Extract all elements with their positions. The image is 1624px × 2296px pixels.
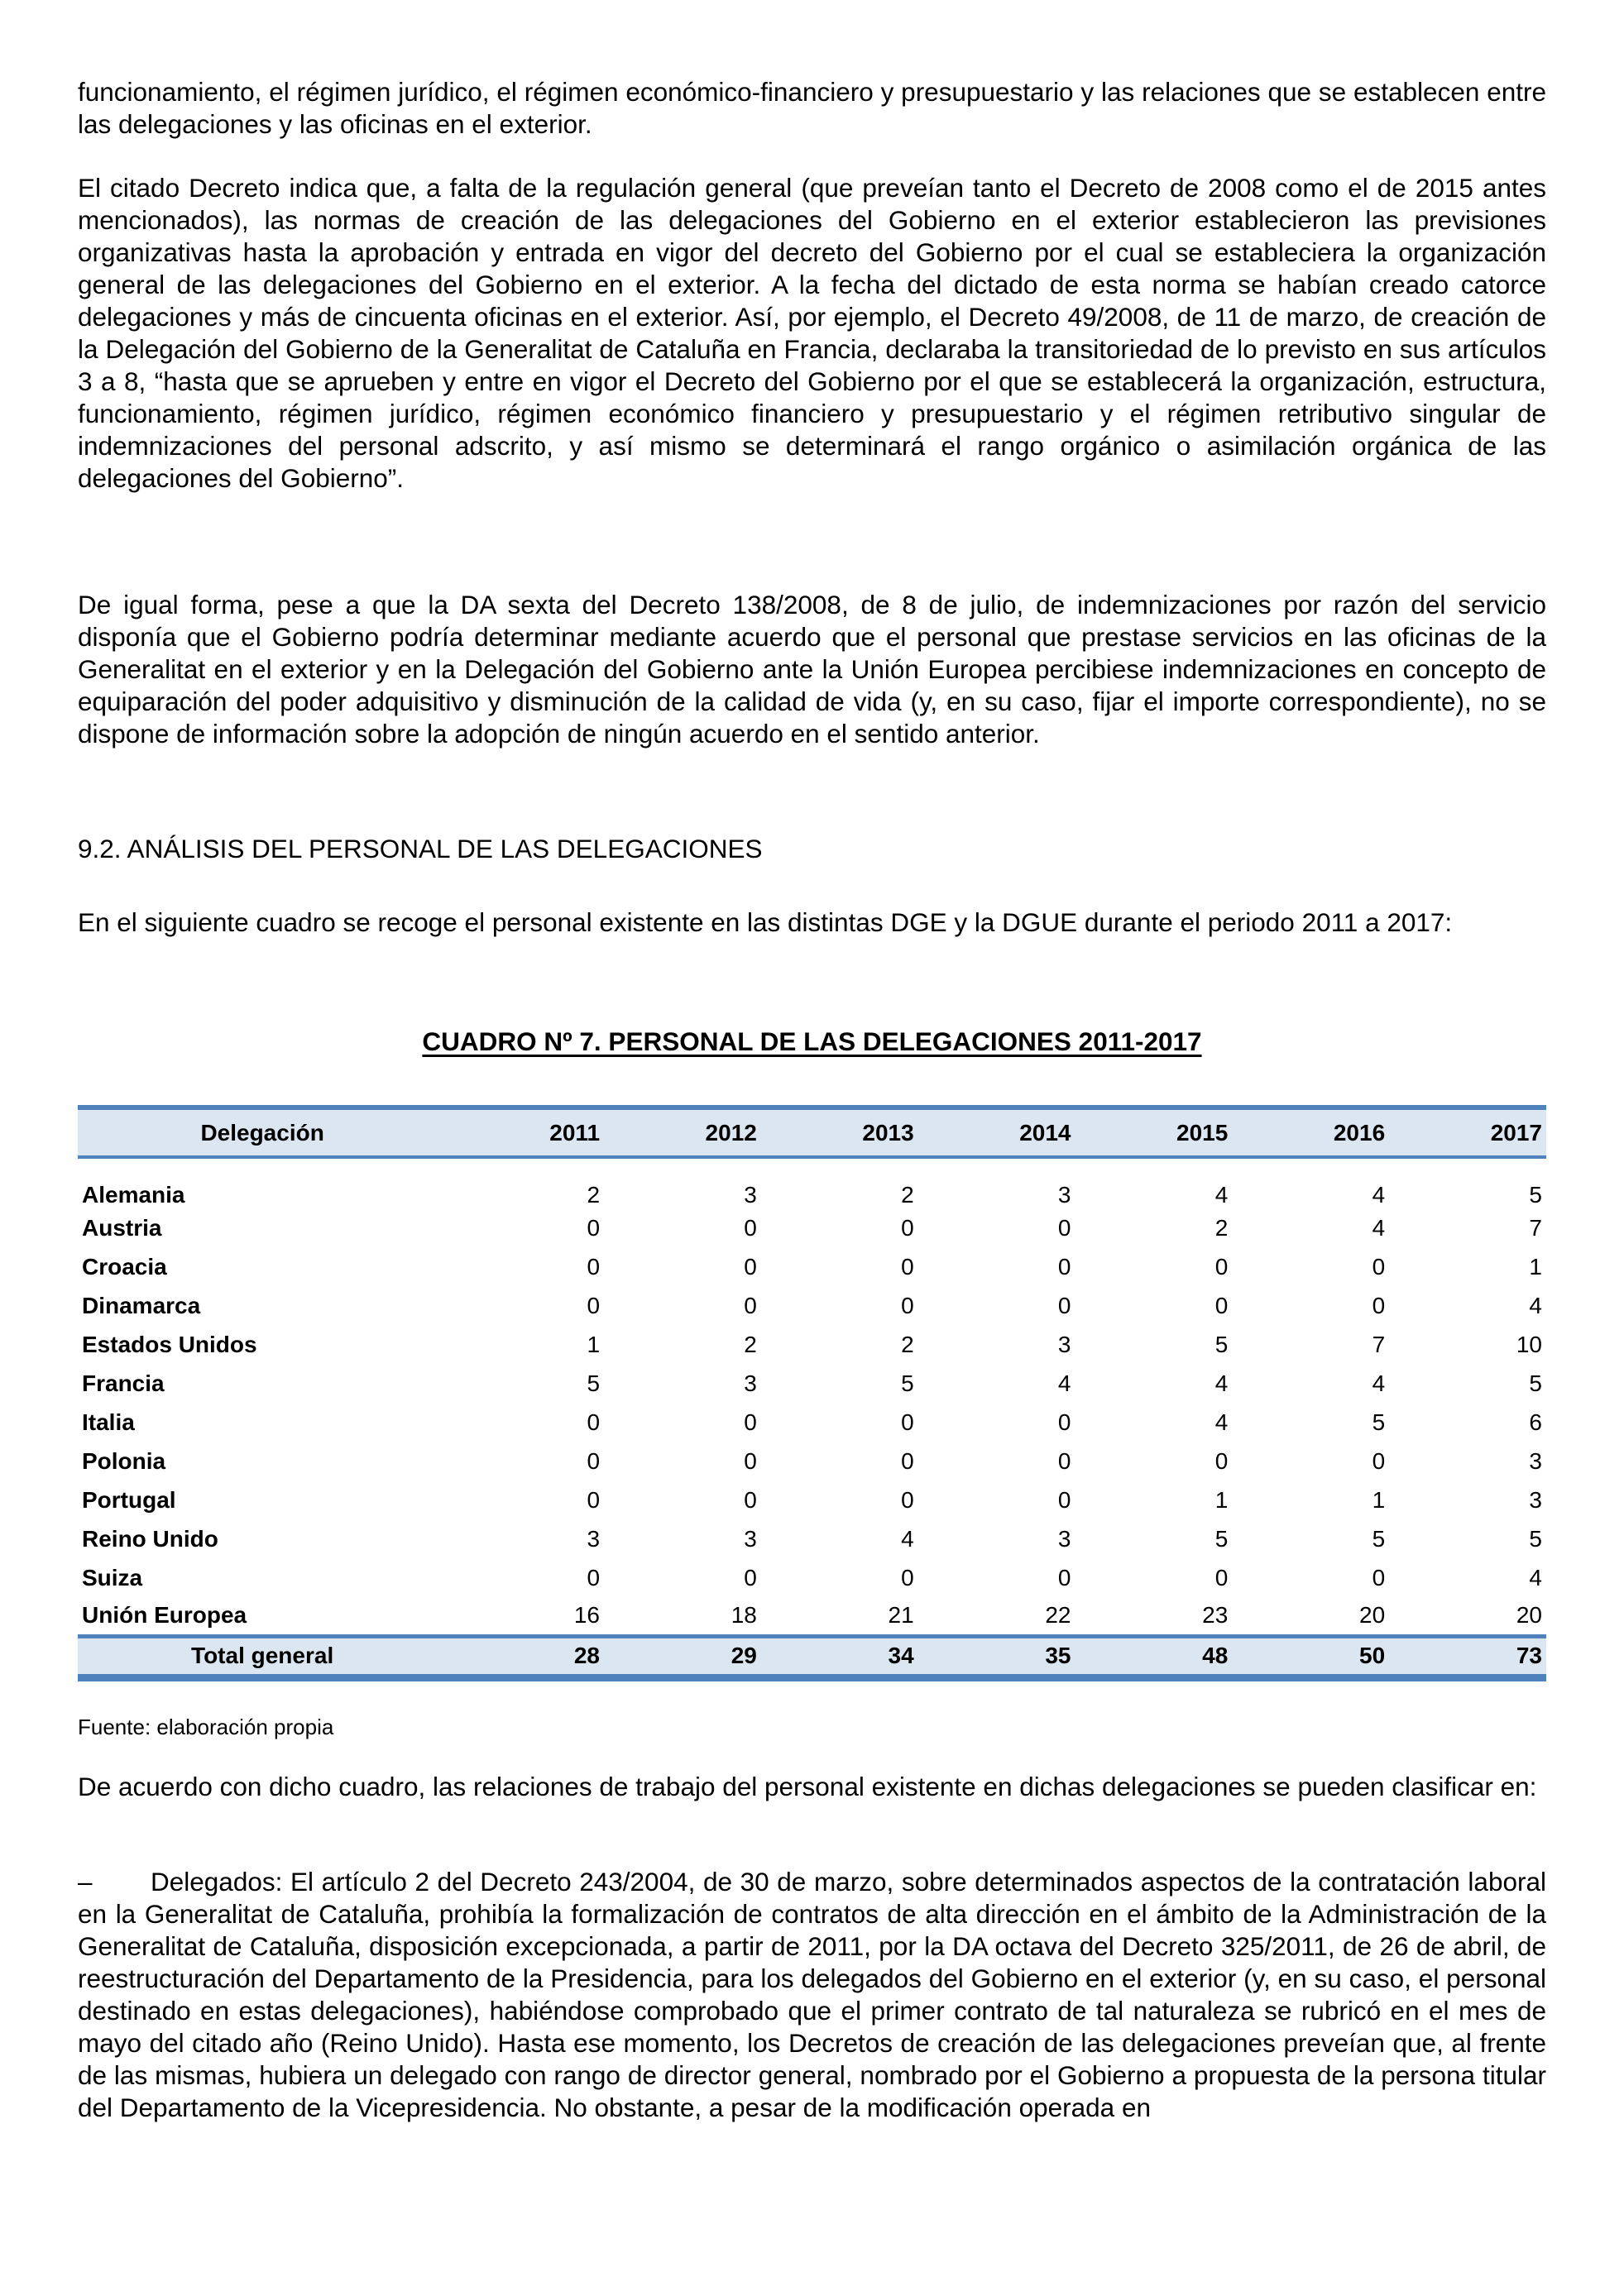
section-heading: 9.2. ANÁLISIS DEL PERSONAL DE LAS DELEGACIONES (78, 834, 763, 863)
table-source-note: Fuente: elaboración propia (78, 1715, 334, 1739)
paragraph-intro: funcionamiento, el régimen jurídico, el régimen económico-financiero y presupuestario y las relaciones que se establecen entre las delegaciones y las oficinas en el exterior. (78, 77, 1546, 139)
row-value-2012: 18 (731, 1602, 757, 1629)
row-value-2014: 0 (1057, 1564, 1071, 1590)
row-value-2015: 0 (1214, 1447, 1229, 1474)
row-value-2011: 0 (587, 1253, 601, 1280)
row-value-2017: 3 (1529, 1447, 1542, 1474)
row-value-2015: 4 (1214, 1409, 1229, 1435)
row-value-2013: 5 (901, 1370, 914, 1396)
row-value-2017: 4 (1529, 1564, 1542, 1590)
row-delegation-name: Alemania (82, 1182, 185, 1208)
bullet-delegados (78, 1866, 1546, 2124)
row-value-2012: 0 (744, 1564, 757, 1590)
header-2016: 2016 (1232, 1107, 1389, 1157)
paragraph-indemnizaciones: De igual forma, pese a que la DA sexta del Decreto 138/2008, de 8 de julio, de indemnizaciones por razón del servicio disponía que el Gobierno podría determinar mediante acuerdo que el personal que prestase servicios en las oficinas de la Generalitat en el exterior y en la Delegación del Gobierno ante la Unión Europea percibiese indemnizaciones en concepto de equiparación del poder adquisitivo y disminución de la calidad de vida (y, en su caso, fijar el importe correspondiente), no se dispone de información sobre la adopción de ningún acuerdo en el sentido anterior. (78, 590, 1546, 749)
row-value-2013: 0 (901, 1292, 914, 1318)
row-delegation-name: Italia (82, 1409, 135, 1435)
row-value-2012: 0 (744, 1486, 757, 1513)
row-delegation-name: Dinamarca (82, 1292, 201, 1318)
table-total-row (78, 1636, 1546, 1677)
row-value-2014: 0 (1057, 1214, 1071, 1241)
row-value-2014: 0 (1057, 1292, 1071, 1318)
row-value-2017: 4 (1529, 1292, 1542, 1318)
row-value-2011: 0 (587, 1409, 601, 1435)
row-value-2017: 3 (1529, 1486, 1542, 1513)
row-value-2017: 20 (1516, 1602, 1542, 1629)
row-value-2015: 0 (1214, 1564, 1229, 1590)
row-value-2011: 1 (587, 1331, 601, 1357)
row-value-2011: 0 (587, 1214, 601, 1241)
header-2015: 2015 (1075, 1107, 1233, 1157)
total-2016: 50 (1232, 1636, 1389, 1677)
row-value-2013: 4 (901, 1525, 914, 1552)
row-delegation-name: Francia (82, 1370, 165, 1396)
row-value-2015: 0 (1214, 1292, 1229, 1318)
row-value-2015: 4 (1214, 1182, 1229, 1208)
paragraph-table-intro: En el siguiente cuadro se recoge el personal existente en las distintas DGE y la DGUE durante el periodo 2011 a 2017: (78, 907, 1453, 937)
row-value-2014: 4 (1057, 1370, 1071, 1396)
row-value-2016: 0 (1372, 1447, 1386, 1474)
row-value-2016: 0 (1372, 1292, 1386, 1318)
row-delegation-name: Estados Unidos (82, 1331, 257, 1357)
row-value-2016: 0 (1372, 1253, 1386, 1280)
header-2017: 2017 (1389, 1107, 1546, 1157)
row-value-2012: 2 (744, 1331, 757, 1357)
table-title: CUADRO Nº 7. PERSONAL DE LAS DELEGACIONES 2011-2017 (422, 1026, 1202, 1056)
row-delegation-name: Croacia (82, 1253, 167, 1280)
row-value-2016: 1 (1372, 1486, 1386, 1513)
row-delegation-name: Portugal (82, 1486, 176, 1513)
row-value-2011: 2 (587, 1182, 601, 1208)
row-value-2012: 3 (744, 1525, 757, 1552)
table-row (78, 1519, 1546, 1558)
row-value-2016: 4 (1372, 1214, 1386, 1241)
header-2013: 2013 (761, 1107, 918, 1157)
row-value-2014: 3 (1057, 1525, 1071, 1552)
row-value-2015: 23 (1202, 1602, 1229, 1629)
row-value-2011: 0 (587, 1486, 601, 1513)
row-value-2015: 5 (1214, 1525, 1229, 1552)
row-value-2015: 0 (1214, 1253, 1229, 1280)
row-delegation-name: Suiza (82, 1564, 143, 1590)
row-value-2013: 2 (901, 1331, 914, 1357)
bullet-dash: – (78, 1867, 93, 1897)
row-value-2014: 3 (1057, 1182, 1071, 1208)
table-row (78, 1247, 1546, 1286)
row-value-2014: 0 (1057, 1409, 1071, 1435)
row-value-2012: 0 (744, 1214, 757, 1241)
total-2011: 28 (447, 1636, 604, 1677)
header-2011: 2011 (447, 1107, 604, 1157)
header-delegacion: Delegación (78, 1107, 447, 1157)
row-value-2015: 4 (1214, 1370, 1229, 1396)
row-value-2016: 4 (1372, 1182, 1386, 1208)
row-delegation-name: Unión Europea (82, 1602, 247, 1629)
row-value-2011: 0 (587, 1564, 601, 1590)
row-value-2013: 0 (901, 1486, 914, 1513)
total-2013: 34 (761, 1636, 918, 1677)
header-2014: 2014 (918, 1107, 1075, 1157)
row-value-2017: 5 (1529, 1370, 1542, 1396)
row-value-2015: 2 (1214, 1214, 1229, 1241)
row-value-2012: 3 (744, 1182, 757, 1208)
row-value-2013: 0 (901, 1564, 914, 1590)
table-row (78, 1597, 1546, 1636)
paragraph-decreto: El citado Decreto indica que, a falta de la regulación general (que preveían tanto el Decreto de 2008 como el de 2015 antes mencionados), las normas de creación de las delegaciones del Gobierno en el exterior establecieron las previsiones organizativas hasta la aprobación y entrada en vigor del decreto del Gobierno por el cual se estableciera la organización general de las delegaciones del Gobierno en el exterior. A la fecha del dictado de esta norma se habían creado catorce delegaciones y más de cincuenta oficinas en el exterior. Así, por ejemplo, el Decreto 49/2008, de 11 de marzo, de creación de la Delegación del Gobierno de la Generalitat de Cataluña en Francia, declaraba la transitoriedad de lo previsto en sus artículos 3 a 8, “hasta que se aprueben y entre en vigor el Decreto del Gobierno por el que se establecerá la organización, estructura, funcionamiento, régimen jurídico, régimen económico financiero y presupuestario y el régimen retributivo singular de indemnizaciones del personal adscrito, y así mismo se determinará el rango orgánico o asimilación orgánica de las delegaciones del Gobierno”. (78, 173, 1546, 493)
row-value-2014: 3 (1057, 1331, 1071, 1357)
row-value-2014: 22 (1045, 1602, 1071, 1629)
table-row (78, 1480, 1546, 1519)
paragraph-classification: De acuerdo con dicho cuadro, las relaciones de trabajo del personal existente en dichas delegaciones se pueden clasificar en: (78, 1772, 1537, 1801)
table-row (78, 1364, 1546, 1403)
table-row (78, 1208, 1546, 1247)
row-value-2017: 6 (1529, 1409, 1542, 1435)
row-value-2015: 1 (1214, 1486, 1229, 1513)
row-value-2014: 0 (1057, 1253, 1071, 1280)
table-header-row (78, 1107, 1546, 1157)
row-value-2011: 3 (587, 1525, 601, 1552)
header-2012: 2012 (604, 1107, 761, 1157)
row-value-2013: 0 (901, 1447, 914, 1474)
row-value-2015: 5 (1214, 1331, 1229, 1357)
row-value-2016: 4 (1372, 1370, 1386, 1396)
row-delegation-name: Reino Unido (82, 1525, 218, 1552)
row-value-2012: 0 (744, 1253, 757, 1280)
row-value-2013: 2 (901, 1182, 914, 1208)
row-value-2016: 7 (1372, 1331, 1386, 1357)
personnel-table (78, 1105, 1546, 1681)
row-value-2011: 0 (587, 1447, 601, 1474)
table-row (78, 1442, 1546, 1480)
row-delegation-name: Austria (82, 1214, 162, 1241)
row-value-2012: 0 (744, 1409, 757, 1435)
row-value-2012: 3 (744, 1370, 757, 1396)
row-value-2017: 10 (1516, 1331, 1542, 1357)
row-value-2017: 5 (1529, 1182, 1542, 1208)
row-value-2012: 0 (744, 1292, 757, 1318)
row-value-2017: 7 (1529, 1214, 1542, 1241)
row-value-2017: 1 (1529, 1253, 1542, 1280)
table-row (78, 1558, 1546, 1597)
row-value-2014: 0 (1057, 1486, 1071, 1513)
table-row (78, 1286, 1546, 1325)
row-value-2016: 20 (1359, 1602, 1386, 1629)
total-2014: 35 (918, 1636, 1075, 1677)
row-value-2017: 5 (1529, 1525, 1542, 1552)
total-label: Total general (78, 1636, 447, 1677)
row-value-2013: 0 (901, 1214, 914, 1241)
row-value-2013: 21 (888, 1602, 914, 1629)
row-value-2011: 5 (587, 1370, 601, 1396)
bullet-delegados-text: Delegados: El artículo 2 del Decreto 243/2004, de 30 de marzo, sobre determinados aspectos de la contratación laboral en la Generalitat de Cataluña, prohibía la formalización de contratos de alta dirección en el ámbito de la Administración de la Generalitat de Cataluña, disposición excepcionada, a partir de 2011, por la DA octava del Decreto 325/2011, de 26 de abril, de reestructuración del Departamento de la Presidencia, para los delegados del Gobierno en el exterior (y, en su caso, el personal destinado en estas delegaciones), habiéndose comprobado que el primer contrato de tal naturaleza se rubricó en el mes de mayo del citado año (Reino Unido). Hasta ese momento, los Decretos de creación de las delegaciones preveían que, al frente de las mismas, hubiera un delegado con rango de director general, nombrado por el Gobierno a propuesta de la persona titular del Departamento de la Vicepresidencia. No obstante, a pesar de la modificación operada en (78, 1867, 1546, 2122)
row-value-2012: 0 (744, 1447, 757, 1474)
row-value-2011: 0 (587, 1292, 601, 1318)
table-row (78, 1157, 1546, 1208)
row-value-2013: 0 (901, 1409, 914, 1435)
table-row (78, 1325, 1546, 1364)
row-value-2013: 0 (901, 1253, 914, 1280)
row-value-2014: 0 (1057, 1447, 1071, 1474)
table-row (78, 1403, 1546, 1442)
total-2012: 29 (604, 1636, 761, 1677)
row-value-2016: 5 (1372, 1409, 1386, 1435)
row-value-2011: 16 (573, 1602, 601, 1629)
row-value-2016: 0 (1372, 1564, 1386, 1590)
total-2015: 48 (1075, 1636, 1233, 1677)
row-delegation-name: Polonia (82, 1447, 166, 1474)
total-2017: 73 (1389, 1636, 1546, 1677)
row-value-2016: 5 (1372, 1525, 1386, 1552)
